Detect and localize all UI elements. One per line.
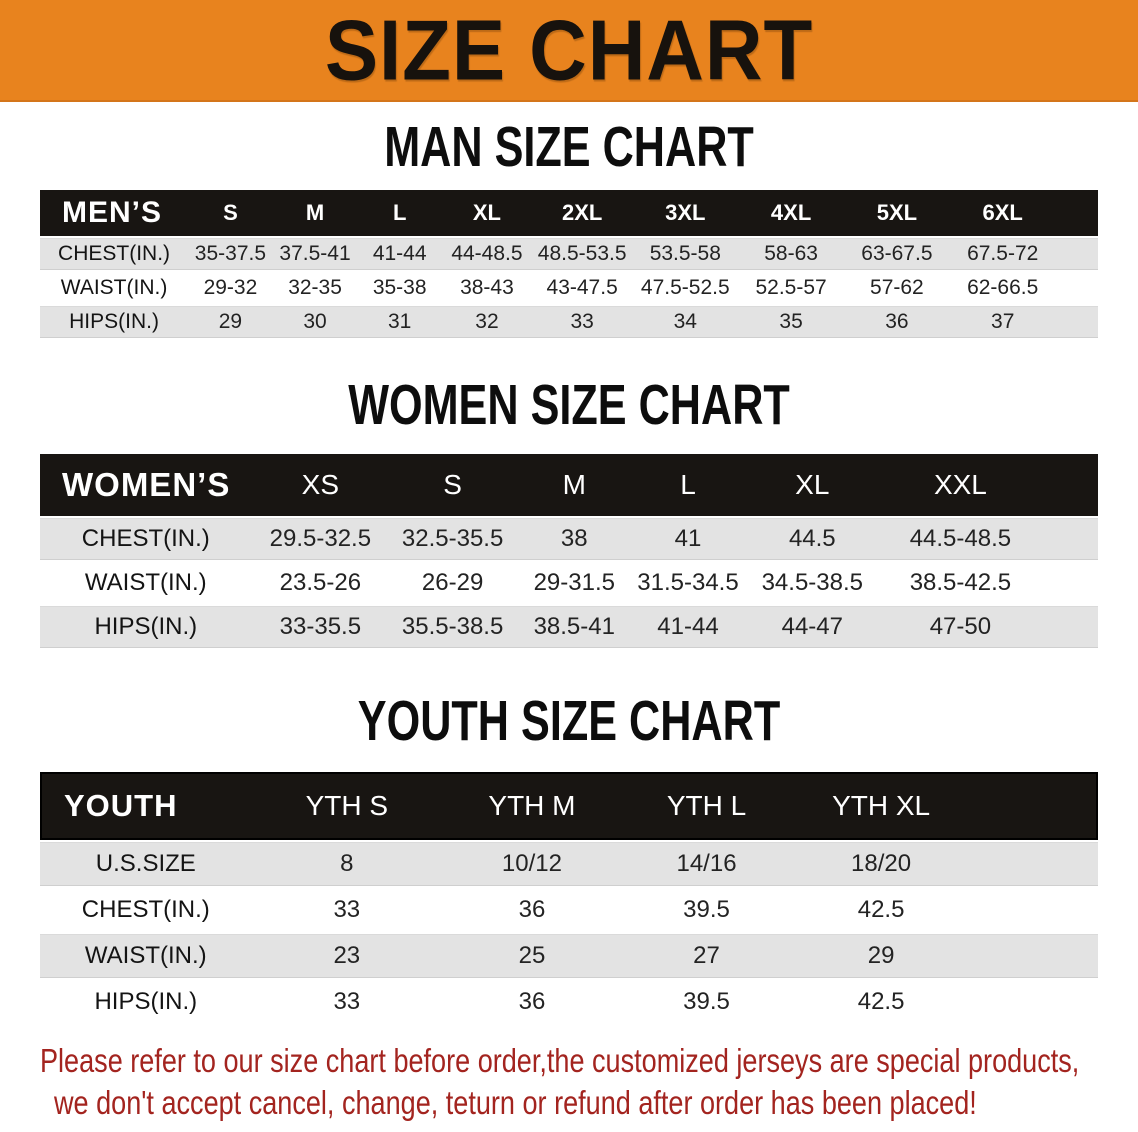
disclaimer-line-1: Please refer to our size chart before order,the customized jerseys are special products, — [40, 1042, 1080, 1079]
youth-section-heading — [0, 690, 1138, 752]
measure-cell: 52.5-57 — [738, 272, 844, 304]
measure-cell: 44.5 — [744, 518, 882, 560]
measure-cell: 44.5-48.5 — [881, 518, 1040, 560]
measure-cell: 31.5-34.5 — [632, 562, 743, 604]
measure-cell: 23.5-26 — [252, 562, 390, 604]
measure-cell: 14/16 — [622, 842, 791, 886]
size-col-header: L — [632, 454, 743, 516]
women-section-heading — [0, 374, 1138, 436]
measure-cell: 33 — [252, 888, 442, 932]
measure-cell: 10/12 — [442, 842, 622, 886]
men-size-table — [40, 188, 1098, 340]
youth-header-label: YOUTH — [40, 772, 252, 840]
row-label: CHEST(IN.) — [40, 238, 188, 270]
measure-cell: 35-38 — [357, 272, 442, 304]
youth-waist-row — [40, 934, 1098, 978]
measure-cell: 31 — [357, 306, 442, 338]
youth-ussize-row — [40, 842, 1098, 886]
measure-cell: 57-62 — [844, 272, 950, 304]
measure-cell: 38-43 — [442, 272, 532, 304]
measure-cell: 39.5 — [622, 980, 791, 1024]
measure-cell: 48.5-53.5 — [532, 238, 633, 270]
row-label: WAIST(IN.) — [40, 562, 252, 604]
measure-cell: 41 — [632, 518, 743, 560]
measure-cell: 8 — [252, 842, 442, 886]
measure-cell: 35.5-38.5 — [389, 606, 516, 648]
measure-cell: 29-31.5 — [516, 562, 632, 604]
measure-cell: 36 — [442, 888, 622, 932]
size-col-header: 2XL — [532, 190, 633, 236]
size-col-header: 6XL — [950, 190, 1056, 236]
measure-cell: 32 — [442, 306, 532, 338]
men-hips-row — [40, 306, 1098, 338]
size-col-header: YTH M — [442, 772, 622, 840]
men-header-label: MEN’S — [40, 190, 188, 236]
measure-cell: 38.5-42.5 — [881, 562, 1040, 604]
size-col-header: YTH S — [252, 772, 442, 840]
measure-cell: 53.5-58 — [632, 238, 738, 270]
measure-cell: 41-44 — [632, 606, 743, 648]
title-banner — [0, 0, 1138, 102]
measure-cell: 34.5-38.5 — [744, 562, 882, 604]
spacer-cell — [1040, 562, 1098, 604]
measure-cell: 23 — [252, 934, 442, 978]
measure-cell: 35-37.5 — [188, 238, 273, 270]
size-col-header: XL — [442, 190, 532, 236]
measure-cell: 27 — [622, 934, 791, 978]
measure-cell: 39.5 — [622, 888, 791, 932]
measure-cell: 67.5-72 — [950, 238, 1056, 270]
size-col-header: XL — [744, 454, 882, 516]
spacer-cell — [1056, 238, 1098, 270]
measure-cell: 47.5-52.5 — [632, 272, 738, 304]
men-chest-row — [40, 238, 1098, 270]
spacer-cell — [971, 842, 1098, 886]
measure-cell: 43-47.5 — [532, 272, 633, 304]
page-title: SIZE CHART — [324, 1, 814, 98]
measure-cell: 42.5 — [791, 888, 971, 932]
measure-cell: 44-48.5 — [442, 238, 532, 270]
row-label: CHEST(IN.) — [40, 888, 252, 932]
row-label: HIPS(IN.) — [40, 306, 188, 338]
measure-cell: 32.5-35.5 — [389, 518, 516, 560]
measure-cell: 38 — [516, 518, 632, 560]
size-col-header: YTH L — [622, 772, 791, 840]
measure-cell: 47-50 — [881, 606, 1040, 648]
youth-chest-row — [40, 888, 1098, 932]
row-label: WAIST(IN.) — [40, 272, 188, 304]
spacer-cell — [1056, 190, 1098, 236]
spacer-cell — [1040, 606, 1098, 648]
size-col-header: 3XL — [632, 190, 738, 236]
measure-cell: 30 — [273, 306, 358, 338]
size-col-header: M — [516, 454, 632, 516]
measure-cell: 35 — [738, 306, 844, 338]
measure-cell: 32-35 — [273, 272, 358, 304]
measure-cell: 34 — [632, 306, 738, 338]
youth-size-table — [40, 770, 1098, 1026]
measure-cell: 36 — [442, 980, 622, 1024]
youth-header-row — [40, 772, 1098, 840]
measure-cell: 38.5-41 — [516, 606, 632, 648]
spacer-cell — [1040, 518, 1098, 560]
measure-cell: 25 — [442, 934, 622, 978]
row-label: WAIST(IN.) — [40, 934, 252, 978]
youth-hips-row — [40, 980, 1098, 1024]
women-size-table — [40, 452, 1098, 650]
measure-cell: 33-35.5 — [252, 606, 390, 648]
men-waist-row — [40, 272, 1098, 304]
measure-cell: 42.5 — [791, 980, 971, 1024]
measure-cell: 29-32 — [188, 272, 273, 304]
size-col-header: L — [357, 190, 442, 236]
row-label: U.S.SIZE — [40, 842, 252, 886]
measure-cell: 37.5-41 — [273, 238, 358, 270]
youth-heading-text: YOUTH SIZE CHART — [357, 689, 781, 753]
measure-cell: 29.5-32.5 — [252, 518, 390, 560]
measure-cell: 41-44 — [357, 238, 442, 270]
size-col-header: XS — [252, 454, 390, 516]
measure-cell: 37 — [950, 306, 1056, 338]
spacer-cell — [1056, 272, 1098, 304]
measure-cell: 62-66.5 — [950, 272, 1056, 304]
spacer-cell — [971, 934, 1098, 978]
measure-cell: 29 — [188, 306, 273, 338]
measure-cell: 44-47 — [744, 606, 882, 648]
disclaimer-line-2: we don't accept cancel, change, teturn or refund after order has been placed! — [54, 1084, 977, 1121]
row-label: HIPS(IN.) — [40, 980, 252, 1024]
size-col-header: M — [273, 190, 358, 236]
men-section-heading — [0, 116, 1138, 178]
order-disclaimer — [40, 1040, 1138, 1124]
spacer-cell — [971, 888, 1098, 932]
measure-cell: 33 — [252, 980, 442, 1024]
spacer-cell — [1040, 454, 1098, 516]
women-chest-row — [40, 518, 1098, 560]
women-header-row — [40, 454, 1098, 516]
measure-cell: 63-67.5 — [844, 238, 950, 270]
women-heading-text: WOMEN SIZE CHART — [348, 373, 790, 437]
row-label: CHEST(IN.) — [40, 518, 252, 560]
spacer-cell — [1056, 306, 1098, 338]
spacer-cell — [971, 772, 1098, 840]
measure-cell: 36 — [844, 306, 950, 338]
row-label: HIPS(IN.) — [40, 606, 252, 648]
men-heading-text: MAN SIZE CHART — [384, 115, 754, 179]
women-hips-row — [40, 606, 1098, 648]
size-col-header: 4XL — [738, 190, 844, 236]
measure-cell: 33 — [532, 306, 633, 338]
measure-cell: 58-63 — [738, 238, 844, 270]
size-col-header: 5XL — [844, 190, 950, 236]
spacer-cell — [971, 980, 1098, 1024]
women-waist-row — [40, 562, 1098, 604]
size-col-header: S — [389, 454, 516, 516]
size-col-header: XXL — [881, 454, 1040, 516]
size-col-header: S — [188, 190, 273, 236]
women-header-label: WOMEN’S — [40, 454, 252, 516]
measure-cell: 29 — [791, 934, 971, 978]
measure-cell: 18/20 — [791, 842, 971, 886]
measure-cell: 26-29 — [389, 562, 516, 604]
men-header-row — [40, 190, 1098, 236]
size-col-header: YTH XL — [791, 772, 971, 840]
